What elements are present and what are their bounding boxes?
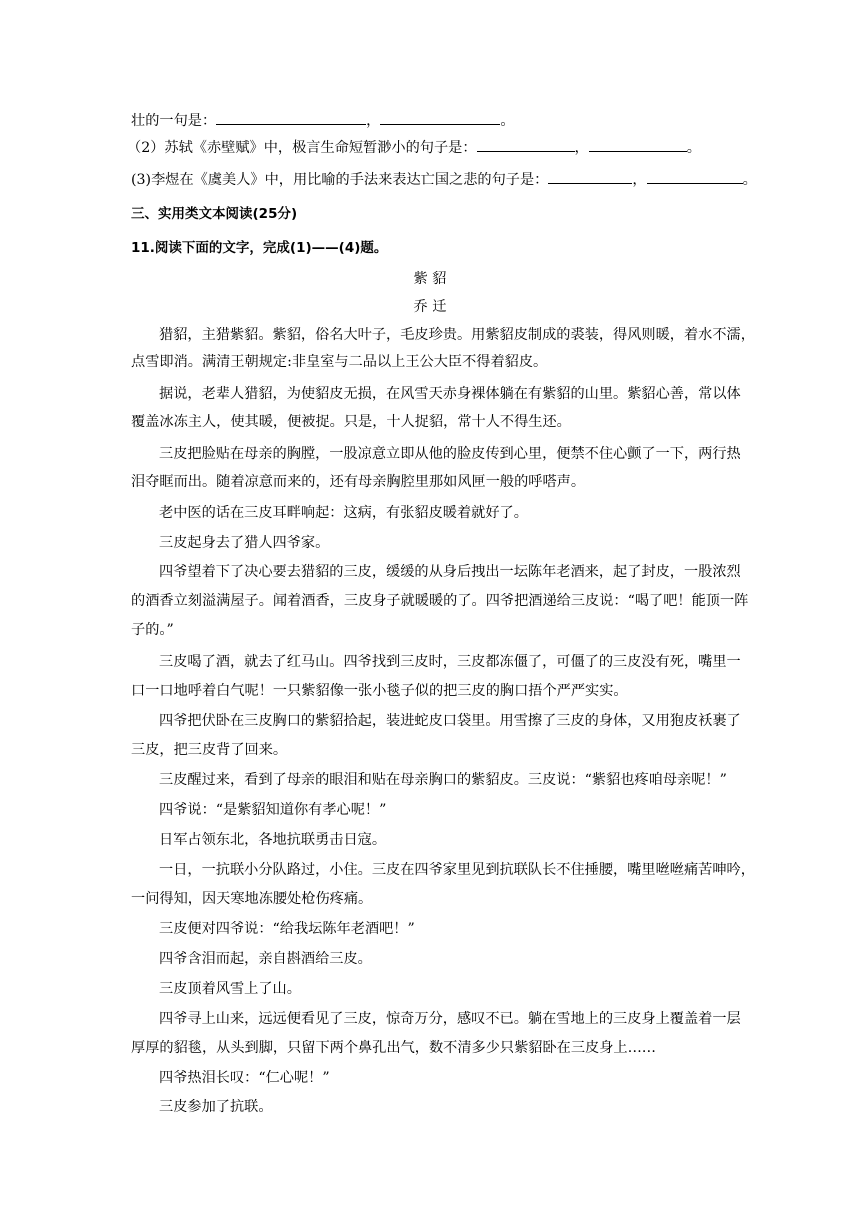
article-line: 三皮便对四爷说：“给我坛陈年老酒吧！” <box>159 921 415 937</box>
article-line: 四爷寻上山来，远远便看见了三皮，惊奇万分，感叹不已。躺在雪地上的三皮身上覆盖着一层 <box>159 1011 741 1027</box>
article-line: 泪夺眶而出。随着凉意而来的，还有母亲胸腔里那如风匣一般的呼嗒声。 <box>131 474 586 490</box>
comma: ， <box>366 113 381 129</box>
article-title: 紫 貂 <box>413 271 447 287</box>
blank-prompt-2: （2）苏轼《赤壁赋》中，极言生命短暂渺小的句子是： <box>127 140 477 156</box>
article-line: 四爷说：“是紫貂知道你有孝心呢！” <box>159 802 387 818</box>
answer-blank[interactable] <box>216 110 366 125</box>
article-line: 厚厚的貂毯，从头到脚，只留下两个鼻孔出气，数不清多少只紫貂卧在三皮身上…… <box>131 1040 656 1056</box>
article-line: 一日，一抗联小分队路过，小住。三皮在四爷家里见到抗联队长不住捶腰，嘴里咝咝痛苦呻吟， <box>159 862 755 878</box>
article-line: 子的。” <box>131 622 174 638</box>
period: 。 <box>742 172 757 188</box>
period: 。 <box>686 140 701 156</box>
question-title: 11.阅读下面的文字，完成(1)——(4)题。 <box>131 240 388 256</box>
article-line: 猎貂，主猎紫貂。紫貂，俗名大叶子，毛皮珍贵。用紫貂皮制成的裘装，得风则暖，着水不濡， <box>159 327 755 343</box>
comma: ， <box>574 140 589 156</box>
section-title: 三、实用类文本阅读(25分) <box>131 206 298 222</box>
article-line: 三皮醒过来，看到了母亲的眼泪和贴在母亲胸口的紫貂皮。三皮说：“紫貂也疼咱母亲呢！” <box>159 772 727 788</box>
fill-blank-line-3 <box>131 169 761 190</box>
article-line: 三皮，把三皮背了回来。 <box>131 742 288 758</box>
answer-blank[interactable] <box>380 110 500 125</box>
fill-blank-line-2 <box>127 137 757 158</box>
answer-blank[interactable] <box>548 169 632 184</box>
article-line: 口一口地呼着白气呢！一只紫貂像一张小毯子似的把三皮的胸口捂个严严实实。 <box>131 683 628 699</box>
answer-blank[interactable] <box>647 169 743 184</box>
article-line: 四爷热泪长叹：“仁心呢！” <box>159 1070 330 1086</box>
article-line: 一问得知，因天寒地冻腰处枪伤疼痛。 <box>131 891 373 907</box>
article-line: 点雪即消。满清王朝规定:非皇室与二品以上王公大臣不得着貂皮。 <box>131 354 548 370</box>
period: 。 <box>500 113 515 129</box>
article-line: 的酒香立刻溢满屋子。闻着酒香，三皮身子就暖暖的了。四爷把酒递给三皮说：“喝了吧！能顶一阵 <box>131 593 749 609</box>
article-line: 四爷把伏卧在三皮胸口的紫貂拾起，装进蛇皮口袋里。用雪擦了三皮的身体，又用狍皮袄裹了 <box>159 713 741 729</box>
article-line: 三皮喝了酒，就去了红马山。四爷找到三皮时，三皮都冻僵了，可僵了的三皮没有死，嘴里一 <box>159 654 741 670</box>
fill-blank-line-1 <box>131 110 761 131</box>
answer-blank[interactable] <box>477 137 575 152</box>
answer-blank[interactable] <box>589 137 687 152</box>
article-line: 三皮起身去了猎人四爷家。 <box>159 535 330 551</box>
article-line: 三皮参加了抗联。 <box>159 1099 273 1115</box>
article-line: 四爷含泪而起，亲自斟酒给三皮。 <box>159 951 372 967</box>
blank-prompt-3: (3)李煜在《虞美人》中，用比喻的手法来表达亡国之悲的句子是： <box>131 172 549 188</box>
article-line: 日军占领东北，各地抗联勇击日寇。 <box>159 832 387 848</box>
blank-prompt-1: 壮的一句是： <box>131 113 217 129</box>
article-line: 四爷望着下了决心要去猎貂的三皮，缓缓的从身后拽出一坛陈年老酒来，起了封皮，一股浓烈 <box>159 564 741 580</box>
article-line: 老中医的话在三皮耳畔响起：这病，有张貂皮暖着就好了。 <box>159 505 528 521</box>
article-line: 据说，老辈人猎貂，为使貂皮无损，在风雪天赤身裸体躺在有紫貂的山里。紫貂心善，常以体 <box>159 386 741 402</box>
comma: ， <box>632 172 647 188</box>
article-author: 乔 迁 <box>413 299 447 315</box>
article-line: 三皮顶着风雪上了山。 <box>159 981 301 997</box>
article-line: 覆盖冰冻主人，使其暖，便被捉。只是，十人捉貂，常十人不得生还。 <box>131 414 571 430</box>
article-line: 三皮把脸贴在母亲的胸膛，一股凉意立即从他的脸皮传到心里，便禁不住心颤了一下，两行热 <box>159 446 741 462</box>
